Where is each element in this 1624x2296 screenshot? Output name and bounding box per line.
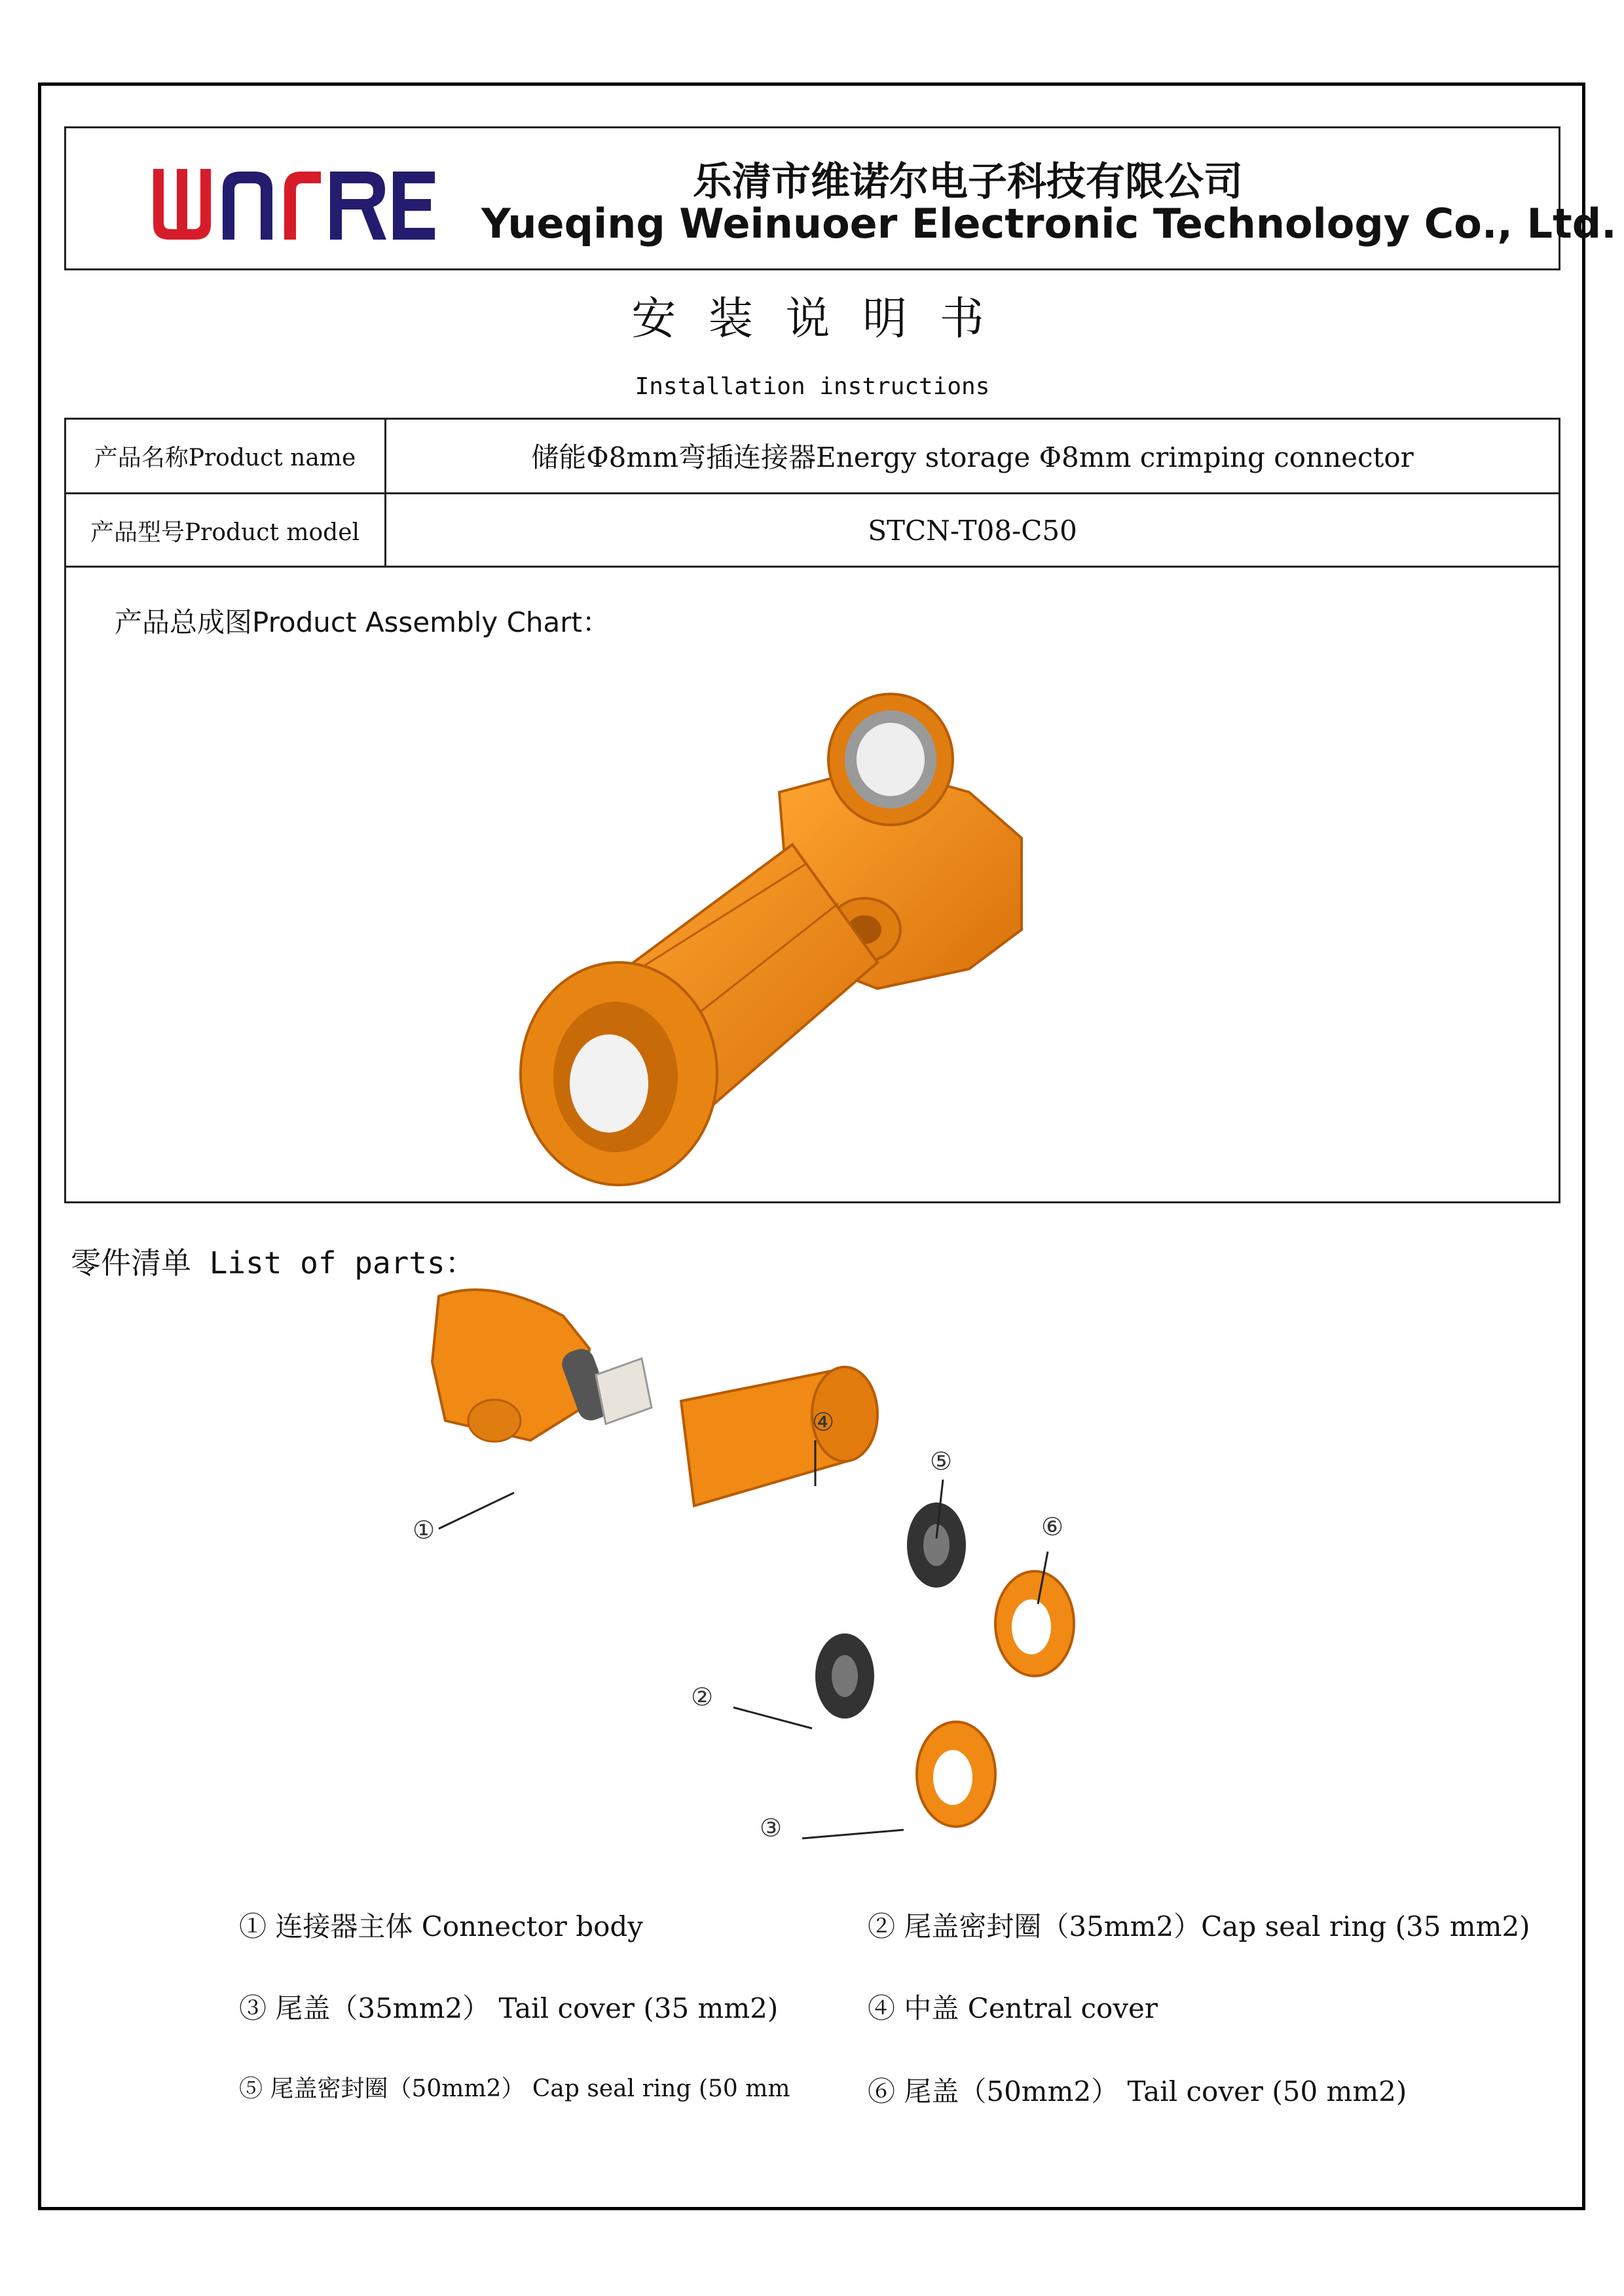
callout-5: ⑤: [930, 1447, 953, 1476]
logo-graphic: [149, 162, 437, 247]
callout-4: ④: [812, 1408, 835, 1436]
assembly-illustration: [511, 681, 1231, 1192]
parts-list-item: ① 连接器主体 Connector body: [239, 1910, 643, 1942]
parts-list-item: ② 尾盖密封圈（35mm2）Cap seal ring (35 mm2): [868, 1910, 1530, 1942]
parts-list-item: ⑤ 尾盖密封圈（50mm2） Cap seal ring (50 mm: [239, 2075, 790, 2102]
parts-list-item: ③ 尾盖（35mm2） Tail cover (35 mm2): [239, 1992, 779, 2024]
callout-6: ⑥: [1041, 1512, 1064, 1541]
company-name-cn: 乐清市维诺尔电子科技有限公司: [693, 159, 1243, 205]
product-model-label: 产品型号Product model: [90, 519, 360, 546]
parts-list-item: ④ 中盖 Central cover: [868, 1992, 1158, 2024]
exploded-view: [393, 1270, 1113, 1859]
company-logo: [149, 162, 437, 247]
callout-3: ③: [760, 1813, 783, 1842]
product-model-value: STCN-T08-C50: [868, 514, 1077, 547]
callout-1: ①: [413, 1516, 435, 1544]
assembly-heading: 产品总成图Product Assembly Chart：: [115, 606, 610, 638]
doc-title-cn: 安 装 说 明 书: [631, 293, 993, 345]
parts-list-item: ⑥ 尾盖（50mm2） Tail cover (50 mm2): [868, 2075, 1407, 2107]
product-name-value: 储能Φ8mm弯插连接器Energy storage Φ8mm crimping connector: [531, 441, 1414, 473]
company-name-en: Yueqing Weinuoer Electronic Technology Co., Ltd.: [481, 200, 1617, 247]
product-name-label: 产品名称Product name: [94, 444, 356, 471]
doc-title-en: Installation instructions: [635, 373, 990, 400]
callout-2: ②: [691, 1683, 714, 1711]
parts-heading: 零件清单 List of parts：: [71, 1245, 475, 1281]
